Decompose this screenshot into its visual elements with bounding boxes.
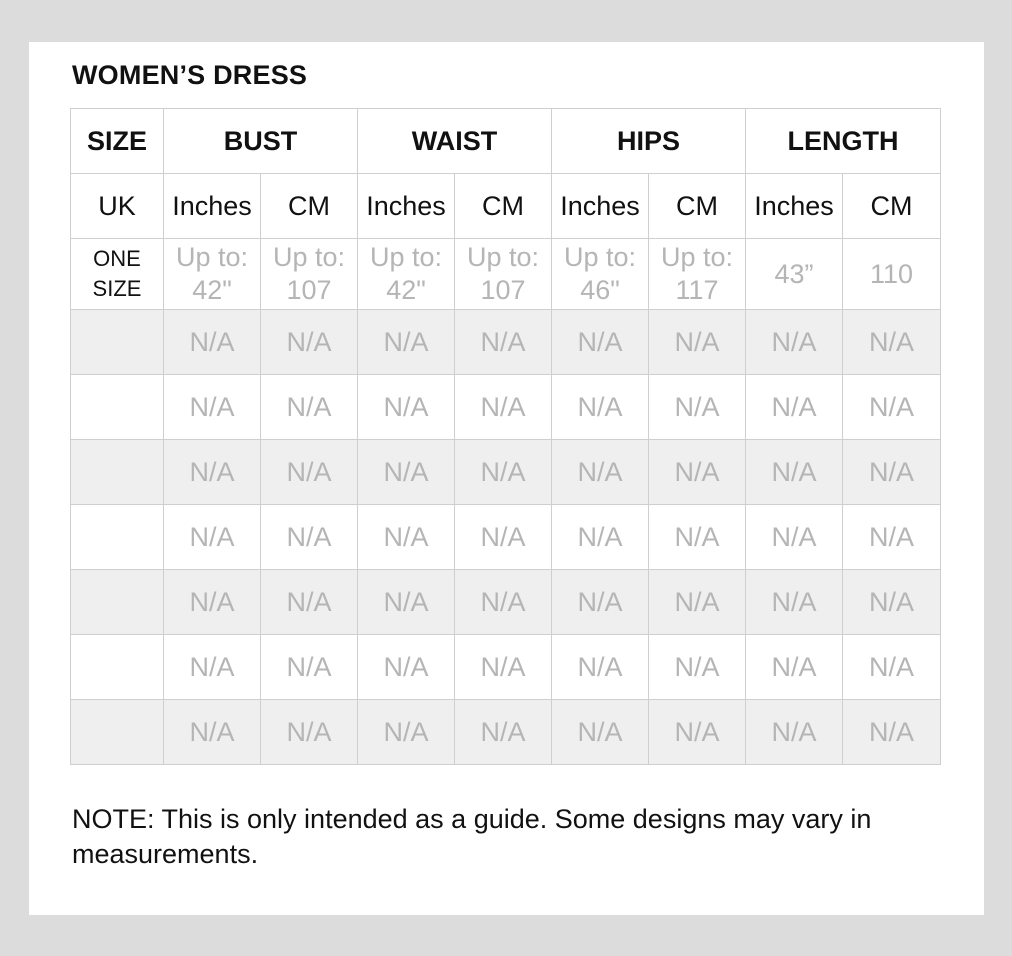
table-row <box>71 310 941 375</box>
hips-cm-value <box>649 239 746 310</box>
hips-inches-value: N/A <box>552 570 649 635</box>
waist-inches-value <box>358 239 455 310</box>
guide-note: NOTE: This is only intended as a guide. Some designs may vary in measurements. <box>72 804 872 869</box>
hips-cm-value: N/A <box>649 310 746 375</box>
size-table <box>70 108 941 765</box>
waist-inches-value: N/A <box>358 700 455 765</box>
value-line: 42" <box>386 275 426 305</box>
size-label-one-size <box>71 239 164 310</box>
waist-inches-value: N/A <box>358 570 455 635</box>
bust-cm-value: N/A <box>261 440 358 505</box>
length-inches-value: 43” <box>746 239 843 310</box>
length-cm-value: N/A <box>843 570 941 635</box>
header-size: SIZE <box>71 109 164 174</box>
table-row <box>71 505 941 570</box>
header-waist: WAIST <box>358 109 552 174</box>
length-cm-value: 110 <box>843 239 941 310</box>
waist-cm-value: N/A <box>455 375 552 440</box>
unit-length-cm: CM <box>843 174 941 239</box>
bust-cm-value <box>261 239 358 310</box>
header-row <box>71 109 941 174</box>
waist-inches-value: N/A <box>358 440 455 505</box>
bust-inches-value: N/A <box>164 700 261 765</box>
size-label-line: ONE <box>93 246 141 271</box>
one-size-row <box>71 239 941 310</box>
unit-bust-cm: CM <box>261 174 358 239</box>
waist-cm-value: N/A <box>455 310 552 375</box>
hips-inches-value: N/A <box>552 700 649 765</box>
value-line: Up to: <box>175 242 249 272</box>
hips-inches-value: N/A <box>552 635 649 700</box>
size-label <box>71 375 164 440</box>
length-inches-value: N/A <box>746 635 843 700</box>
bust-cm-value: N/A <box>261 505 358 570</box>
waist-inches-value: N/A <box>358 375 455 440</box>
table-row <box>71 375 941 440</box>
hips-inches-value: N/A <box>552 375 649 440</box>
hips-cm-value: N/A <box>649 375 746 440</box>
bust-inches-value: N/A <box>164 505 261 570</box>
waist-cm-value <box>455 239 552 310</box>
length-inches-value: N/A <box>746 570 843 635</box>
size-label <box>71 700 164 765</box>
value-line: 117 <box>675 275 719 305</box>
size-label <box>71 310 164 375</box>
length-cm-value: N/A <box>843 635 941 700</box>
bust-inches-value: N/A <box>164 570 261 635</box>
table-row <box>71 440 941 505</box>
unit-bust-inches: Inches <box>164 174 261 239</box>
unit-waist-cm: CM <box>455 174 552 239</box>
length-inches-value: N/A <box>746 505 843 570</box>
bust-cm-value: N/A <box>261 700 358 765</box>
hips-cm-value: N/A <box>649 505 746 570</box>
table-row <box>71 700 941 765</box>
waist-inches-value: N/A <box>358 635 455 700</box>
bust-cm-value: N/A <box>261 635 358 700</box>
unit-row <box>71 174 941 239</box>
unit-length-inches: Inches <box>746 174 843 239</box>
size-label <box>71 570 164 635</box>
hips-inches-value: N/A <box>552 440 649 505</box>
value-line: Up to: <box>466 242 540 272</box>
value-line: 46" <box>580 275 620 305</box>
na-rows <box>71 310 941 765</box>
waist-cm-value: N/A <box>455 635 552 700</box>
value-line: 107 <box>480 275 526 305</box>
bust-inches-value <box>164 239 261 310</box>
waist-cm-value: N/A <box>455 700 552 765</box>
header-length: LENGTH <box>746 109 941 174</box>
bust-inches-value: N/A <box>164 375 261 440</box>
length-cm-value: N/A <box>843 440 941 505</box>
value-line: Up to: <box>369 242 443 272</box>
bust-cm-value: N/A <box>261 375 358 440</box>
value-line: 107 <box>286 275 332 305</box>
bust-inches-value: N/A <box>164 440 261 505</box>
length-inches-value: N/A <box>746 310 843 375</box>
header-bust: BUST <box>164 109 358 174</box>
waist-cm-value: N/A <box>455 440 552 505</box>
size-chart-card <box>29 42 984 915</box>
bust-cm-value: N/A <box>261 570 358 635</box>
length-inches-value: N/A <box>746 375 843 440</box>
value-line: 42" <box>192 275 232 305</box>
table-row <box>71 570 941 635</box>
hips-cm-value: N/A <box>649 570 746 635</box>
hips-inches-value <box>552 239 649 310</box>
hips-cm-value: N/A <box>649 700 746 765</box>
value-line: Up to: <box>272 242 346 272</box>
length-inches-value: N/A <box>746 440 843 505</box>
length-cm-value: N/A <box>843 700 941 765</box>
unit-hips-inches: Inches <box>552 174 649 239</box>
value-line: Up to: <box>563 242 637 272</box>
size-label <box>71 505 164 570</box>
size-label <box>71 440 164 505</box>
hips-inches-value: N/A <box>552 310 649 375</box>
value-line: Up to: <box>660 242 734 272</box>
waist-cm-value: N/A <box>455 505 552 570</box>
hips-cm-value: N/A <box>649 635 746 700</box>
size-label <box>71 635 164 700</box>
length-cm-value: N/A <box>843 310 941 375</box>
length-cm-value: N/A <box>843 505 941 570</box>
waist-inches-value: N/A <box>358 310 455 375</box>
table-row <box>71 635 941 700</box>
length-inches-value: N/A <box>746 700 843 765</box>
hips-cm-value: N/A <box>649 440 746 505</box>
unit-waist-inches: Inches <box>358 174 455 239</box>
waist-inches-value: N/A <box>358 505 455 570</box>
length-cm-value: N/A <box>843 375 941 440</box>
chart-title: WOMEN’S DRESS <box>72 60 308 90</box>
unit-uk: UK <box>71 174 164 239</box>
bust-inches-value: N/A <box>164 635 261 700</box>
bust-inches-value: N/A <box>164 310 261 375</box>
waist-cm-value: N/A <box>455 570 552 635</box>
hips-inches-value: N/A <box>552 505 649 570</box>
header-hips: HIPS <box>552 109 746 174</box>
size-label-line: SIZE <box>92 276 142 301</box>
unit-hips-cm: CM <box>649 174 746 239</box>
bust-cm-value: N/A <box>261 310 358 375</box>
